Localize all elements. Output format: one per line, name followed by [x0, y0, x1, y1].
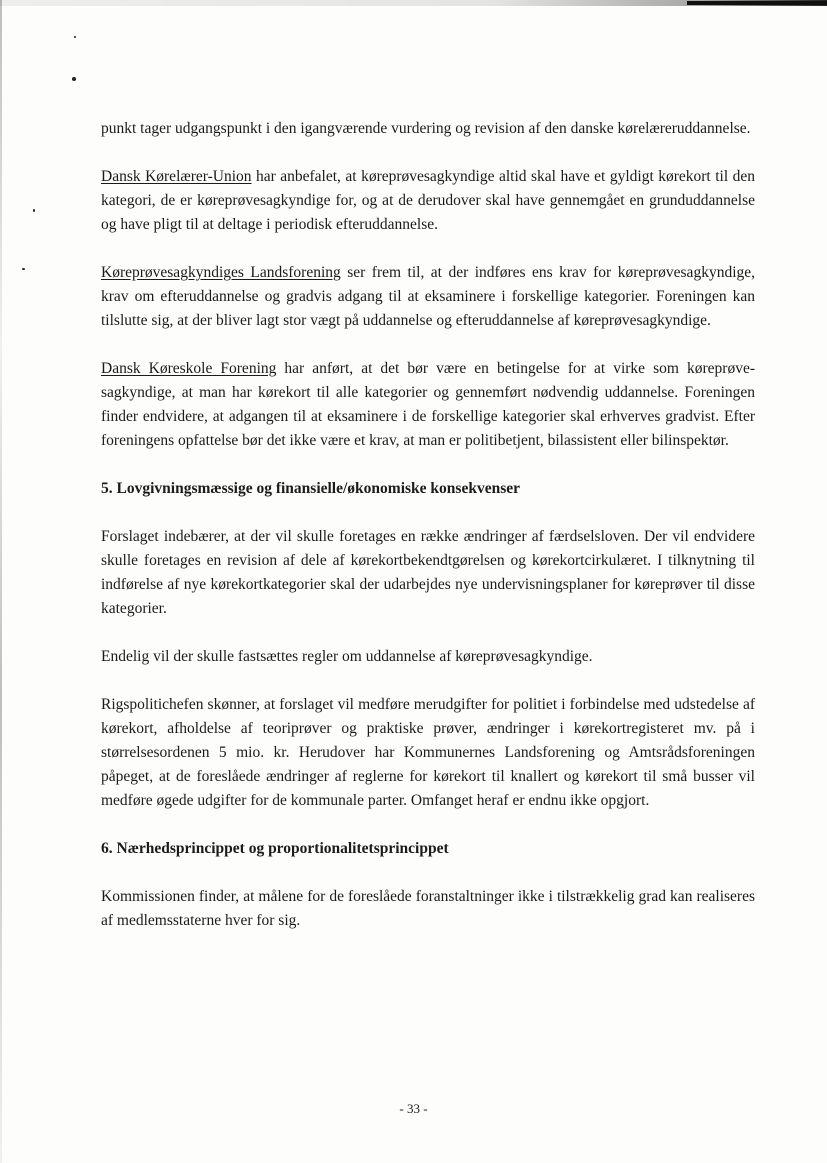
paragraph-dku-statement: [101, 165, 755, 237]
paragraph-text: har anført, at det bør være en betingelse for at virke som køreprøvesagkyndige, at man har kørekort til alle kategorier og gennemført nødvendig uddannelse. Foreningen finder endvidere, at adgangen til at eksaminere i de forskellige kategorier skal erhverves gradvist. Efter foreningens opfattelse bør det ikke være et krav, at man er politibetjent, bilassistent eller bilinspektør.: [101, 360, 755, 449]
organization-name: Køreprøvesagkyndiges Landsforening: [101, 264, 341, 281]
paragraph-text: ser frem til, at der indføres ens krav for køreprøvesagkyndige, krav om efteruddannelse og gradvis adgang til at eksaminere i forskellige kategorier. Foreningen kan tilslutte sig, at der bliver lagt stor vægt på uddannelse og efteruddannelse af køreprøvesagkyndige.: [101, 264, 756, 329]
organization-name: Dansk Kørelærer-Union: [101, 168, 252, 185]
scan-left-edge-artifact: [0, 0, 2, 1163]
organization-name: Dansk Køreskole Forening: [101, 360, 277, 377]
paragraph-dkf-statement: [101, 357, 755, 453]
scan-speck: [33, 209, 35, 212]
section-6-paragraph: Kommissionen finder, at målene for de foreslåede foranstaltninger ikke i tilstrækkelig grad kan realiseres af medlemsstaterne hver for sig.: [101, 888, 755, 929]
paragraph-text: har anbefalet, at køreprøvesagkyndige altid skal have et gyldigt kørekort til den kategori, de er køreprøvesagkyndige for, og at de derudover skal have gennemgået en grunduddannelse og have pligt til at deltage i periodisk efteruddannelse.: [101, 168, 755, 233]
paragraph-kl-statement: [101, 261, 755, 333]
scan-edge-bar: [687, 1, 827, 5]
section-6-heading: 6. Nærhedsprincippet og proportionalitetsprincippet: [101, 840, 449, 857]
document-body: [101, 117, 755, 933]
section-5-heading: 5. Lovgivningsmæssige og finansielle/økonomiske konsekvenser: [101, 480, 520, 497]
section-5-paragraph: Endelig vil der skulle fastsættes regler om uddannelse af køreprøvesagkyndige.: [101, 648, 593, 665]
scan-speck: [22, 268, 25, 270]
section-5-paragraph: Rigspolitichefen skønner, at forslaget vil medføre merudgifter for politiet i forbindelse med udstedelse af kørekort, afholdelse af teoriprøver og praktiske prøver, ændringer i kørekortregisteret mv. på i størrelsesordenen 5 mio. kr. Herudover har Kommunernes Landsforening og Amtsrådsforeningen påpeget, at de foreslåede ændringer af reglerne for kørekort til knallert og kørekort til små busser vil medføre øgede udgifter for de kommunale parter. Omfanget heraf er endnu ikke opgjort.: [101, 696, 755, 809]
scan-speck: [74, 36, 76, 38]
scan-speck: [72, 77, 76, 81]
paragraph-continuation: punkt tager udgangspunkt i den igangværende vurdering og revision af den danske kørelæreruddannelse.: [101, 120, 751, 137]
page-number: - 33 -: [399, 1101, 428, 1116]
section-5-paragraph: Forslaget indebærer, at der vil skulle foretages en række ændringer af færdselsloven. Der vil endvidere skulle foretages en revision af dele af kørekortbekendtgørelsen og kørekortcirkulæret. I tilknytning til indførelse af nye kørekortkategorier skal der udarbejdes nye undervisningsplaner for køreprøver til disse kategorier.: [101, 528, 755, 617]
